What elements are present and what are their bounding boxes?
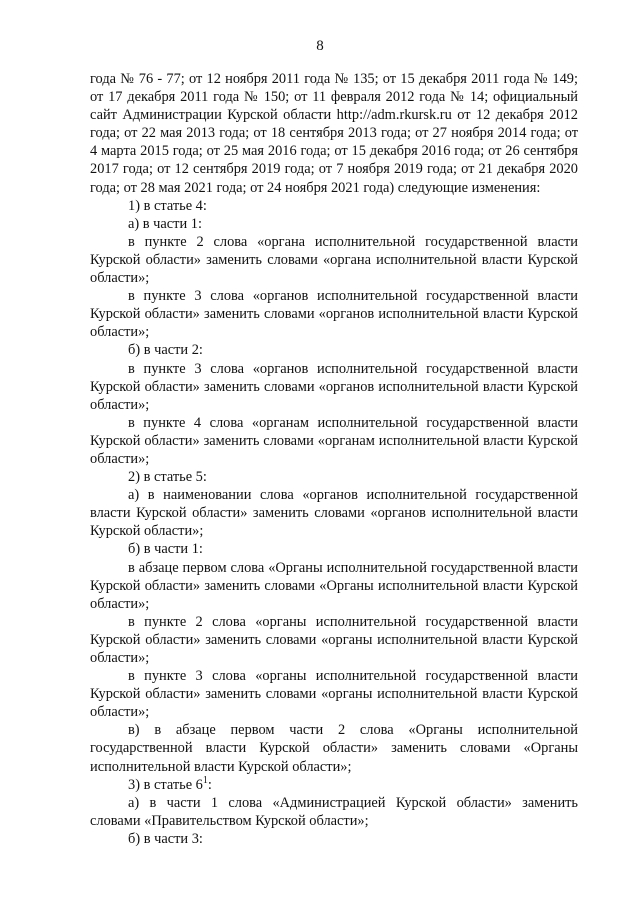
paragraph: в абзаце первом слова «Органы исполнительной государственной власти Курской области» заменить словами «Органы исполнительной власти Курской области»; <box>90 559 578 612</box>
paragraph-text: 3) в статье 6 <box>128 776 203 793</box>
page-number: 8 <box>316 38 324 54</box>
paragraph: в пункте 3 слова «органы исполнительной государственной власти Курской области» заменить словами «органы исполнительной власти Курской области»; <box>90 668 578 721</box>
paragraph: б) в части 3: <box>128 830 203 847</box>
paragraph: в) в абзаце первом части 2 слова «Органы исполнительной государственной власти Курской области» заменить словами «Органы исполнительной власти Курской области»; <box>90 722 578 775</box>
paragraph: б) в части 2: <box>128 342 203 359</box>
paragraph: в пункте 2 слова «органы исполнительной государственной власти Курской области» заменить словами «органы исполнительной власти Курской области»; <box>90 613 578 666</box>
paragraph: в пункте 3 слова «органов исполнительной государственной власти Курской области» заменить словами «органов исполнительной власти Курской области»; <box>90 360 578 413</box>
paragraph: а) в части 1: <box>128 215 202 232</box>
paragraph: а) в наименовании слова «органов исполнительной государственной власти Курской области» заменить словами «органов исполнительной власти Курской области»; <box>90 487 578 540</box>
paragraph: 2) в статье 5: <box>128 469 207 486</box>
paragraph-text: : <box>207 776 212 793</box>
superscript: 1 <box>202 774 208 786</box>
document-body <box>90 70 578 848</box>
paragraph: в пункте 4 слова «органам исполнительной государственной власти Курской области» заменить словами «органам исполнительной власти Курской области»; <box>90 414 578 467</box>
paragraph: б) в части 1: <box>128 541 203 558</box>
paragraph: 1) в статье 4: <box>128 197 207 214</box>
paragraph: в пункте 3 слова «органов исполнительной государственной власти Курской области» заменить словами «органов исполнительной власти Курской области»; <box>90 288 578 341</box>
paragraph: а) в части 1 слова «Администрацией Курской области» заменить словами «Правительством Курской области»; <box>90 794 578 829</box>
paragraph: в пункте 2 слова «органа исполнительной государственной власти Курской области» заменить словами «органа исполнительной власти Курской области»; <box>90 233 578 287</box>
paragraph <box>90 776 578 794</box>
paragraph: года № 76 - 77; от 12 ноября 2011 года № 135; от 15 декабря 2011 года № 149; от 17 декабря 2011 года № 150; от 11 февраля 2012 года № 14; официальный сайт Администрации Курской области http://adm.rkursk.ru от 12 декабря 2012 года; от 22 мая 2013 года; от 18 сентября 2013 года; от 27 ноября 2014 года; от 4 марта 2015 года; от 25 мая 2016 года; от 15 декабря 2016 года; от 26 сентября 2017 года; от 12 сентября 2019 года; от 7 ноября 2019 года; от 21 декабря 2020 года; от 28 мая 2021 года; от 24 ноября 2021 года) следующие изменения: <box>90 71 578 196</box>
